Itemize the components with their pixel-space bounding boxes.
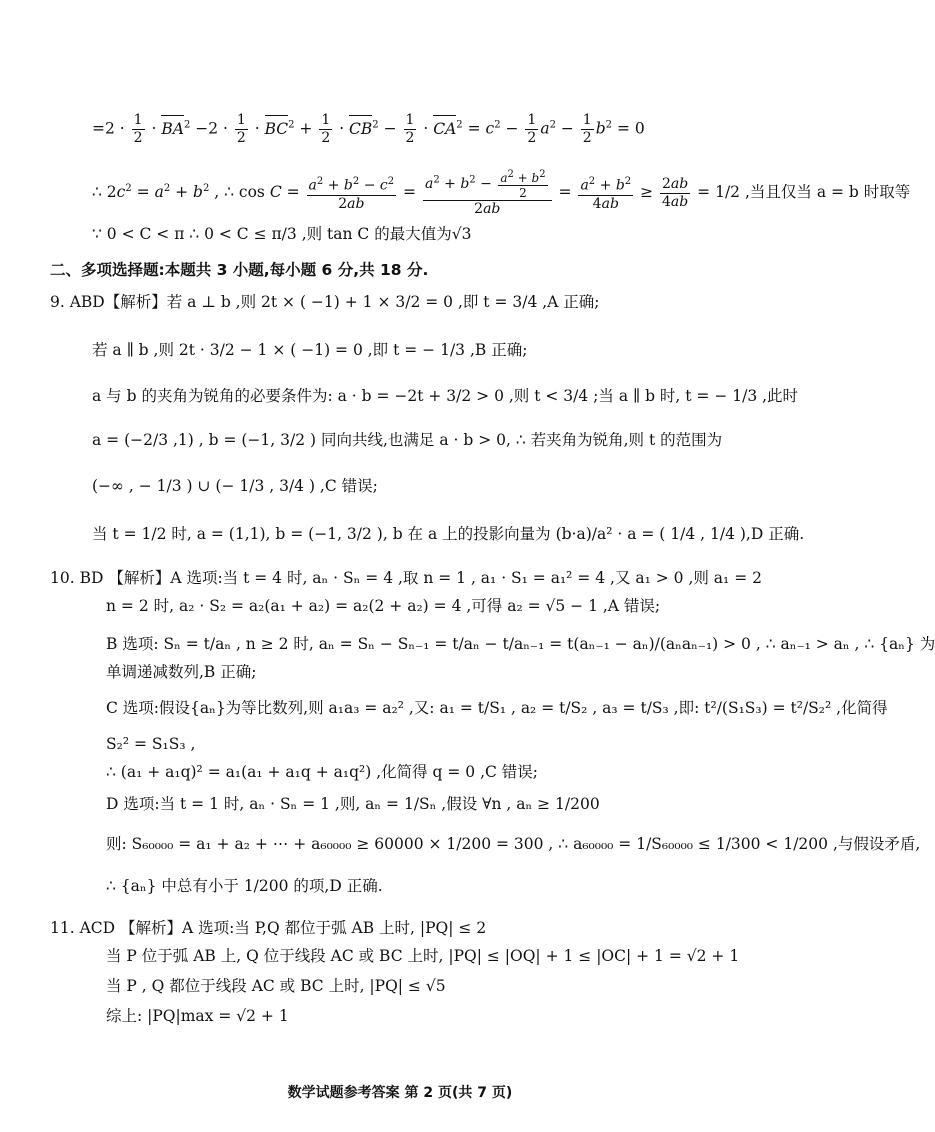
q10-line-b1: B 选项: Sₙ = t/aₙ , n ≥ 2 时, aₙ = Sₙ − Sₙ₋₁ = t/aₙ − t/aₙ₋₁ = t(aₙ₋₁ − aₙ)/(aₙaₙ₋₁) > 0 , ∴ aₙ₋₁ > aₙ , ∴ {aₙ} 为 [106, 635, 935, 653]
formula-line-3: ∵ 0 < C < π ∴ 0 < C ≤ π/3 ,则 tan C 的最大值为√3 [92, 225, 472, 243]
q9-line-c3: (−∞ , − 1/3 ) ∪ (− 1/3 , 3/4 ) ,C 错误; [92, 477, 378, 495]
q10-line-d1: D 选项:当 t = 1 时, aₙ · Sₙ = 1 ,则, aₙ = 1/Sₙ ,假设 ∀n , aₙ ≥ 1/200 [106, 795, 600, 813]
formula-line-2: ∴ $2c^2 = a^2 + b^2$ , ∴ cos C = $\frac{a^2 + b^2 - c^2}{2ab}$ = $a^2 + b^2$ − $\frac{a^2 + b^2}{2}$ 2ab = $\frac{a^2 + b^2}{4ab}$ ≥ $\frac{2ab}{4ab}$ = 1/2 ,当且仅当 a = b 时取等 [92, 169, 911, 217]
formula-line-2-end: = 1/2 ,当且仅当 a = b 时取等 [697, 183, 911, 201]
page-footer: 数学试题参考答案 第 2 页(共 7 页) [287, 1085, 513, 1101]
q9-line-d: 当 t = 1/2 时, a = (1,1), b = (−1, 3/2 ), b 在 a 上的投影向量为 (b·a)/a² · a = ( 1/4 , 1/4 ),D 正确. [92, 525, 805, 543]
q9-line-c2: a = (−2/3 ,1) , b = (−1, 3/2 ) 同向共线,也满足 a · b > 0, ∴ 若夹角为锐角,则 t 的范围为 [92, 431, 723, 449]
q10-line-d2: 则: S₆₀₀₀₀ = a₁ + a₂ + ⋯ + a₆₀₀₀₀ ≥ 60000 × 1/200 = 300 , ∴ a₆₀₀₀₀ = 1/S₆₀₀₀₀ ≤ 1/300 < 1/200 ,与假设矛盾, [106, 835, 921, 853]
q10-line-c2: S₂² = S₁S₃ , [106, 735, 196, 753]
q10-line-c3: ∴ (a₁ + a₁q)² = a₁(a₁ + a₁q + a₁q²) ,化简得 q = 0 ,C 错误; [106, 763, 539, 781]
q11-line-a4: 综上: |PQ|max = √2 + 1 [106, 1007, 289, 1025]
q9-line-c1: a 与 b 的夹角为锐角的必要条件为: a · b = −2t + 3/2 > 0 ,则 t < 3/4 ;当 a ∥ b 时, t = − 1/3 ,此时 [92, 387, 799, 405]
q11-line-a3: 当 P , Q 都位于线段 AC 或 BC 上时, |PQ| ≤ √5 [106, 977, 446, 995]
q11-line-a2: 当 P 位于弧 AB 上, Q 位于线段 AC 或 BC 上时, |PQ| ≤ |OQ| + 1 ≤ |OC| + 1 = √2 + 1 [106, 947, 740, 965]
q9-line-a: 9. ABD【解析】若 a ⊥ b ,则 2t × ( −1) + 1 × 3/2 = 0 ,即 t = 3/4 ,A 正确; [50, 293, 600, 311]
q11-line-a1: 11. ACD 【解析】A 选项:当 P,Q 都位于弧 AB 上时, |PQ| ≤ 2 [50, 919, 487, 937]
q10-line-a2: n = 2 时, a₂ · S₂ = a₂(a₁ + a₂) = a₂(2 + a₂) = 4 ,可得 a₂ = √5 − 1 ,A 错误; [106, 597, 661, 615]
q10-line-c1: C 选项:假设{aₙ}为等比数列,则 a₁a₃ = a₂² ,又: a₁ = t/S₁ , a₂ = t/S₂ , a₃ = t/S₃ ,即: t²/(S₁S₃) = t²/S₂² ,化简得 [106, 699, 888, 717]
section-heading-multiple-choice: 二、多项选择题:本题共 3 小题,每小题 6 分,共 18 分. [50, 261, 429, 279]
formula-line-1: =2 · $\frac{1}{2}$ · $BA^2 -2$ · $\frac{1}{2}$ · $BC^2$ + $\frac{1}{2}$ · $CB^2$ − $\frac{1}{2}$ · $CA^2 = c^2$ − $\frac{1}{2}$ $a^2$ − $\frac{1}{2}$ $b^2 = 0$ [92, 112, 645, 146]
q10-line-d3: ∴ {aₙ} 中总有小于 1/200 的项,D 正确. [106, 877, 383, 895]
q10-line-a1: 10. BD 【解析】A 选项:当 t = 4 时, aₙ · Sₙ = 4 ,取 n = 1 , a₁ · S₁ = a₁² = 4 ,又 a₁ > 0 ,则 a₁ = 2 [50, 569, 762, 587]
q10-line-b2: 单调递减数列,B 正确; [106, 663, 257, 681]
q9-line-b: 若 a ∥ b ,则 2t · 3/2 − 1 × ( −1) = 0 ,即 t = − 1/3 ,B 正确; [92, 341, 528, 359]
